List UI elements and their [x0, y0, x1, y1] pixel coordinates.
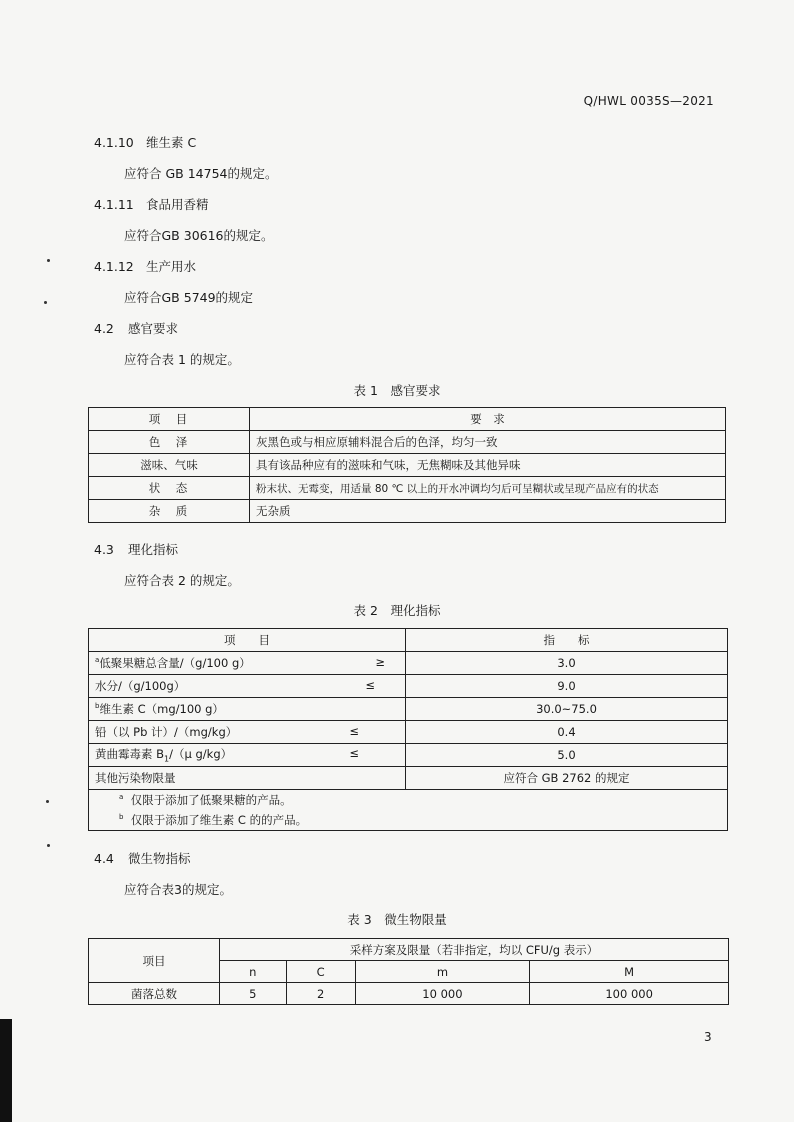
scan-speck — [44, 301, 47, 304]
table-note: $^b$ 仅限于添加了维生素 C 的的产品。 — [89, 810, 728, 831]
table-cell: 具有该品种应有的滋味和气味，无焦糊味及其他异味 — [250, 454, 726, 477]
table-cell: 100 000 — [530, 983, 729, 1005]
table-row — [89, 721, 728, 744]
table-cell: 杂 质 — [89, 500, 250, 523]
scan-edge-mark — [0, 1019, 12, 1122]
table-cell: 3.0 — [406, 652, 728, 675]
document-code: Q/HWL 0035S—2021 — [583, 94, 714, 108]
table-row — [89, 500, 726, 523]
section-heading: 4.1.12 生产用水 — [94, 259, 197, 274]
section-body: 应符合GB 5749的规定 — [124, 290, 254, 305]
table-cell: 5 — [220, 983, 287, 1005]
table-cell: 其他污染物限量 — [89, 767, 406, 790]
table-cell: 状 态 — [89, 477, 250, 500]
table-cell: 水分/（g/100g） ≤ — [89, 675, 406, 698]
page-number: 3 — [704, 1030, 712, 1044]
microbial-limits-table — [88, 938, 729, 1005]
table-header-row — [89, 629, 728, 652]
table-header-cell: 项 目 — [89, 408, 250, 431]
table-header-cell: 要 求 — [250, 408, 726, 431]
table-header-cell: 采样方案及限量（若非指定，均以 CFU/g 表示） — [220, 939, 729, 961]
sensory-requirements-table — [88, 407, 726, 523]
table-row — [89, 698, 728, 721]
table-row — [89, 431, 726, 454]
table-cell: 菌落总数 — [89, 983, 220, 1005]
table-cell: 灰黑色或与相应原辅料混合后的色泽，均匀一致 — [250, 431, 726, 454]
table-header-cell: C — [286, 961, 355, 983]
table1-caption: 表 1 感官要求 — [353, 383, 441, 398]
table-header-row — [89, 939, 729, 961]
section-heading: 4.1.10 维生素 C — [94, 135, 197, 150]
section-body: 应符合表3的规定。 — [124, 882, 232, 897]
table-row — [89, 767, 728, 790]
section-body: 应符合表 2 的规定。 — [124, 573, 240, 588]
table-cell: $^a$低聚果糖总含量/（g/100 g） ≥ — [89, 652, 406, 675]
table-header-cell: 项 目 — [89, 629, 406, 652]
table-cell: 无杂质 — [250, 500, 726, 523]
table-row — [89, 983, 729, 1005]
table-cell: 9.0 — [406, 675, 728, 698]
table-row — [89, 675, 728, 698]
table-note-row — [89, 790, 728, 811]
table-note: $^a$ 仅限于添加了低聚果糖的产品。 — [89, 790, 728, 811]
physicochemical-indicators-table — [88, 628, 728, 831]
table-cell: 30.0~75.0 — [406, 698, 728, 721]
table-cell: 2 — [286, 983, 355, 1005]
table-cell: 10 000 — [355, 983, 530, 1005]
section-body: 应符合 GB 14754的规定。 — [124, 166, 278, 181]
table-cell: 铅（以 Pb 计）/（mg/kg） ≤ — [89, 721, 406, 744]
table-header-cell: 指 标 — [406, 629, 728, 652]
table-cell: 粉末状、无霉变，用适量 80 ℃ 以上的开水冲调均匀后可呈糊状或呈现产品应有的状态 — [250, 477, 726, 500]
table-note-row — [89, 810, 728, 831]
table-cell: 0.4 — [406, 721, 728, 744]
table-cell: 色 泽 — [89, 431, 250, 454]
table-row — [89, 652, 728, 675]
table-header-row — [89, 408, 726, 431]
table3-caption: 表 3 微生物限量 — [347, 912, 447, 927]
table-row — [89, 477, 726, 500]
scan-speck — [46, 800, 49, 803]
table-cell: 黄曲霉毒素 $B_1/(\mu$ g/kg） ≤ — [89, 744, 406, 767]
table-cell: $^b$维生素 C（mg/100 g） — [89, 698, 406, 721]
section-body: 应符合GB 30616的规定。 — [124, 228, 274, 243]
scan-speck — [47, 844, 50, 847]
section-heading: 4.2 感官要求 — [94, 321, 179, 336]
table-row — [89, 744, 728, 767]
table-header-cell: n — [220, 961, 287, 983]
section-body: 应符合表 1 的规定。 — [124, 352, 240, 367]
section-heading: 4.4 微生物指标 — [94, 851, 191, 866]
table-cell: 滋味、气味 — [89, 454, 250, 477]
table-cell: 应符合 GB 2762 的规定 — [406, 767, 728, 790]
section-heading: 4.1.11 食品用香精 — [94, 197, 209, 212]
table-header-cell: m — [355, 961, 530, 983]
scan-speck — [47, 259, 50, 262]
table2-caption: 表 2 理化指标 — [353, 603, 441, 618]
table-header-cell: M — [530, 961, 729, 983]
section-heading: 4.3 理化指标 — [94, 542, 179, 557]
table-row — [89, 454, 726, 477]
table-header-cell: 项目 — [89, 939, 220, 983]
table-cell: 5.0 — [406, 744, 728, 767]
